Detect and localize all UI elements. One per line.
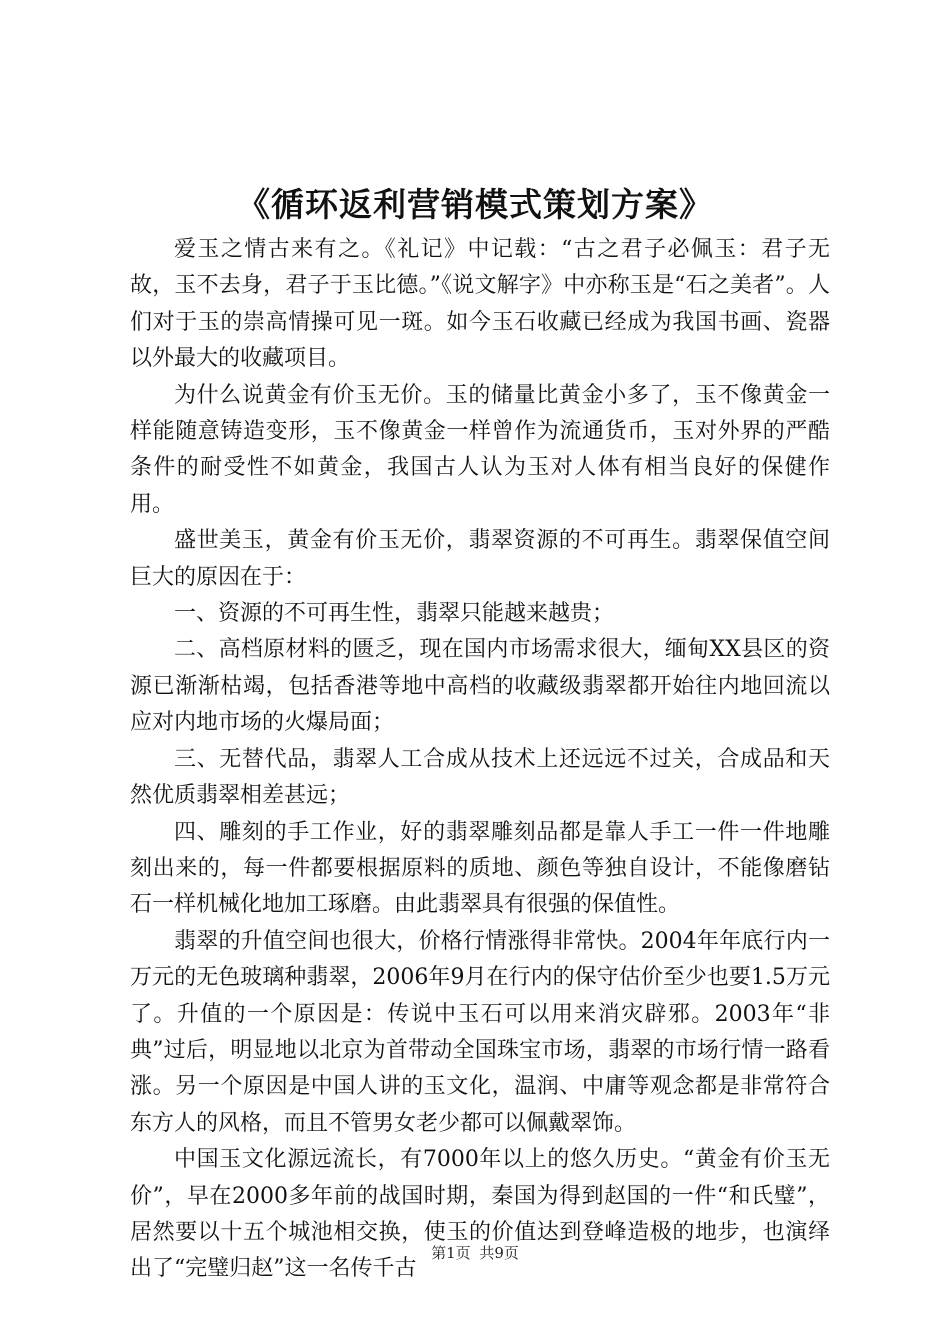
page-number: 第1页 [431, 1244, 471, 1262]
paragraph-5: 二、高档原材料的匮乏，现在国内市场需求很大，缅甸XX县区的资源已渐渐枯竭，包括香港等地中高档的收藏级翡翠都开始往内地回流以应对内地市场的火爆局面； [130, 637, 830, 736]
paragraph-3: 盛世美玉，黄金有价玉无价，翡翠资源的不可再生。翡翠保值空间巨大的原因在于： [130, 528, 830, 590]
document-body [130, 232, 830, 1288]
paragraph-4: 一、资源的不可再生性，翡翠只能越来越贵； [174, 601, 615, 627]
paragraph-8: 翡翠的升值空间也很大，价格行情涨得非常快。2004年年底行内一万元的无色玻璃种翡翠，2006年9月在行内的保守估价至少也要1.5万元了。升值的一个原因是：传说中玉石可以用来消灾辟邪。2003年“非典”过后，明显地以北京为首带动全国珠宝市场，翡翠的市场行情一路看涨。另一个原因是中国人讲的玉文化，温润、中庸等观念都是非常符合东方人的风格，而且不管男女老少都可以佩戴翠饰。 [130, 928, 830, 1136]
paragraph-2: 为什么说黄金有价玉无价。玉的储量比黄金小多了，玉不像黄金一样能随意铸造变形，玉不像黄金一样曾作为流通货币，玉对外界的严酷条件的耐受性不如黄金，我国古人认为玉对人体有相当良好的保健作用。 [130, 382, 830, 517]
page-total: 共9页 [479, 1244, 519, 1262]
paragraph-6: 三、无替代品，翡翠人工合成从技术上还远远不过关，合成品和天然优质翡翠相差甚远； [130, 746, 830, 809]
paragraph-7: 四、雕刻的手工作业，好的翡翠雕刻品都是靠人手工一件一件地雕刻出来的，每一件都要根据原料的质地、颜色等独自设计，不能像磨钻石一样机械化地加工琢磨。由此翡翠具有很强的保值性。 [130, 819, 830, 918]
paragraph-9: 中国玉文化源远流长，有7000年以上的悠久历史。“黄金有价玉无价”，早在2000多年前的战国时期，秦国为得到赵国的一件“和氏璧”，居然要以十五个城池相交换，使玉的价值达到登峰造极的地步，也演绎出了“完璧归赵”这一名传千古 [130, 1147, 830, 1282]
page-footer [0, 1242, 950, 1264]
document-title: 《循环返利营销模式策划方案》 [237, 185, 713, 224]
paragraph-1: 爱玉之情古来有之。《礼记》中记载：“古之君子必佩玉：君子无故，玉不去身，君子于玉比德。”《说文解字》中亦称玉是“石之美者”。人们对于玉的崇高情操可见一斑。如今玉石收藏已经成为我国书画、瓷器以外最大的收藏项目。 [130, 237, 830, 372]
